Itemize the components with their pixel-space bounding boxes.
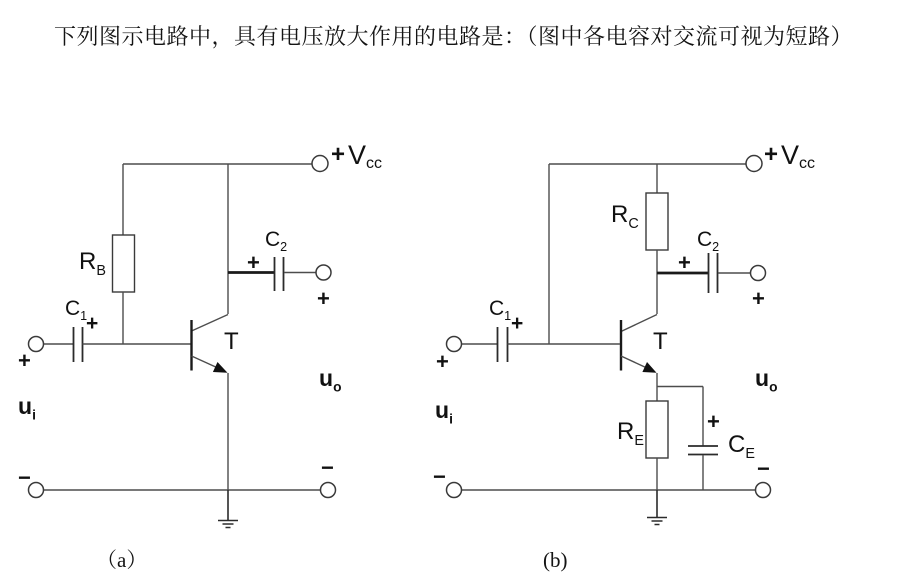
rb-label: $R_B$ bbox=[79, 248, 106, 279]
ce-label: $C_E$ bbox=[728, 431, 755, 462]
capacitor-c2 bbox=[275, 257, 284, 291]
transistor-emitter bbox=[192, 356, 220, 369]
ui-label-b: $u_i$ bbox=[435, 397, 453, 427]
c2-label-b: $C_2$ bbox=[697, 228, 720, 255]
re-label: $R_E$ bbox=[617, 418, 644, 449]
ui-label-a: $u_i$ bbox=[18, 393, 36, 423]
ce-polarity: + bbox=[707, 409, 720, 434]
transistor-emitter bbox=[621, 356, 648, 369]
vcc-label-a: + $V_{cc}$ bbox=[331, 140, 383, 173]
capacitor-c1 bbox=[74, 327, 83, 362]
output-terminal bbox=[316, 265, 331, 280]
output-minus-a: − bbox=[321, 455, 334, 480]
vcc-label-b: + $V_{cc}$ bbox=[764, 140, 816, 173]
resistor-rc bbox=[646, 193, 668, 250]
output-common-terminal bbox=[756, 483, 771, 498]
ground-icon bbox=[218, 490, 238, 528]
transistor-label-a: T bbox=[224, 328, 239, 355]
vcc-terminal bbox=[746, 156, 762, 172]
c2-polarity-a: + bbox=[247, 250, 260, 275]
caption-a: （a） bbox=[96, 548, 148, 572]
transistor-label-b: T bbox=[653, 328, 668, 355]
transistor-collector bbox=[192, 315, 229, 332]
emitter-arrow-icon bbox=[213, 362, 228, 373]
output-minus-b: − bbox=[757, 456, 770, 481]
resistor-re bbox=[646, 401, 668, 458]
circuit-a-drawing bbox=[29, 156, 336, 528]
resistor-rb bbox=[113, 235, 135, 292]
uo-label-a: $u_o$ bbox=[319, 365, 342, 395]
ground-icon bbox=[647, 490, 667, 525]
transistor-collector bbox=[621, 315, 657, 332]
input-plus-b: + bbox=[436, 349, 449, 374]
circuit-b-drawing bbox=[447, 156, 771, 525]
output-common-terminal bbox=[321, 483, 336, 498]
input-minus-b: − bbox=[433, 464, 446, 489]
c2-polarity-b: + bbox=[678, 250, 691, 275]
output-plus-a: + bbox=[317, 286, 330, 311]
c1-label-b: $C_1$ bbox=[489, 297, 512, 324]
vcc-terminal bbox=[312, 156, 328, 172]
rc-label: $R_C$ bbox=[611, 201, 639, 232]
input-minus-a: − bbox=[18, 465, 31, 490]
c1-polarity-a: + bbox=[86, 312, 99, 335]
c2-label-a: $C_2$ bbox=[265, 228, 288, 255]
uo-label-b: $u_o$ bbox=[755, 365, 778, 395]
c1-label-a: $C_1$ bbox=[65, 297, 88, 324]
output-terminal bbox=[751, 266, 766, 281]
input-plus-a: + bbox=[18, 348, 31, 373]
input-common-terminal bbox=[447, 483, 462, 498]
c1-polarity-b: + bbox=[511, 312, 524, 335]
caption-b: (b) bbox=[543, 548, 568, 572]
capacitor-c1 bbox=[498, 327, 508, 362]
output-plus-b: + bbox=[752, 286, 765, 311]
capacitor-ce bbox=[688, 446, 718, 455]
question-title: 下列图示电路中，具有电压放大作用的电路是：（图中各电容对交流可视为短路） bbox=[54, 24, 854, 49]
capacitor-c2 bbox=[709, 253, 718, 293]
